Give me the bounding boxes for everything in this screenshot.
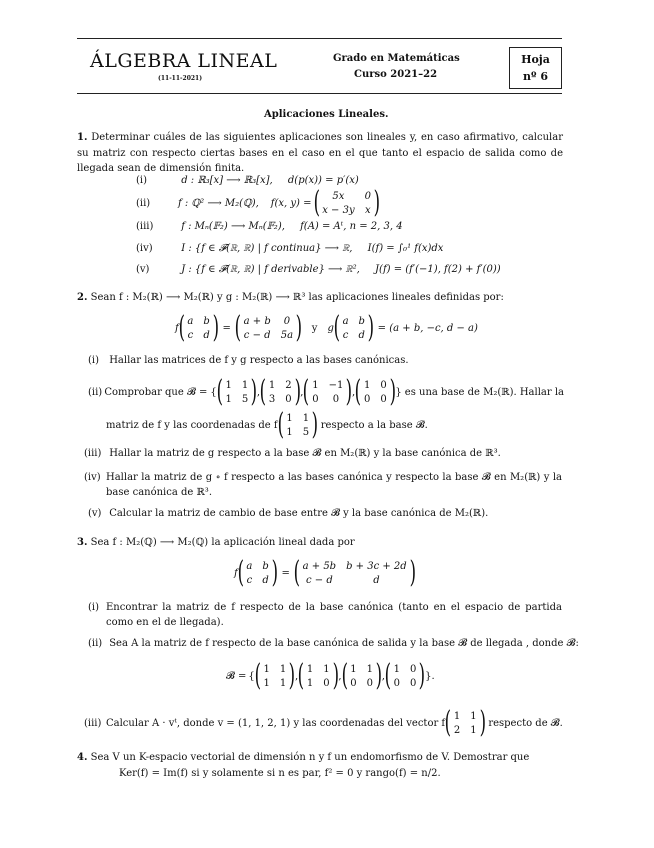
p3-arg-matrix: ( a b c d ) bbox=[237, 555, 278, 590]
p3-ii-label: (ii) bbox=[88, 638, 103, 649]
p2-f-result-matrix: ( a + b 0 c − d 5a ) bbox=[234, 310, 303, 345]
p1-iii-label: (iii) bbox=[136, 221, 154, 232]
sheet-number: nº 6 bbox=[523, 70, 548, 83]
p3-ii-text: Sea A la matriz de f respecto de la base canónica de salida y la base 𝓑 de llegada , donde 𝓑: bbox=[109, 638, 579, 649]
p2-f-symbol: f bbox=[175, 322, 179, 334]
sheet-box bbox=[509, 47, 562, 89]
problem-2-text: Sean f : M₂(ℝ) ⟶ M₂(ℝ) y g : M₂(ℝ) ⟶ ℝ³ las aplicaciones lineales definidas por: bbox=[90, 292, 504, 303]
p2-item-i bbox=[88, 355, 409, 366]
p2-g-arg-matrix: ( a b c d ) bbox=[333, 310, 375, 345]
p1-v-map: J : {f ∈ 𝓕(ℝ, ℝ) | f derivable} ⟶ ℝ², bbox=[181, 264, 360, 275]
problem-3-statement bbox=[77, 535, 563, 551]
problem-2-number: 2. bbox=[77, 292, 88, 303]
p1-i-map: d : ℝ₃[x] ⟶ ℝ₃[x], bbox=[181, 175, 273, 186]
p2-ii-M: ( 1 1 1 5 ) bbox=[277, 407, 319, 442]
p2-f-arg-matrix: ( a b c d ) bbox=[178, 310, 219, 345]
p2-v-text: Calcular la matriz de cambio de base entre 𝓑 y la base canónica de M₂(ℝ). bbox=[109, 508, 489, 519]
problem-2-statement bbox=[77, 290, 563, 306]
p3-f-symbol: f bbox=[234, 567, 238, 579]
p2-B2: ( 1 2 3 0 ) bbox=[259, 374, 301, 409]
p1-item-iv bbox=[136, 243, 443, 254]
course-label: Curso 2021–22 bbox=[354, 69, 438, 80]
header-bottom-rule bbox=[77, 93, 562, 94]
p2-i-label: (i) bbox=[88, 355, 100, 366]
problem-4-line2: Ker(f) = Im(f) si y solamente si n es par, f² = 0 y rango(f) = n/2. bbox=[119, 768, 441, 779]
p1-ii-label: (ii) bbox=[136, 197, 151, 209]
p2-item-v bbox=[88, 508, 488, 519]
p2-i-text: Hallar las matrices de f y g respecto a las bases canónicas. bbox=[109, 355, 409, 366]
p2-definition: f ( a b c d ) = ( a + b 0 c − d 5a ) y g ( a b c d ) = (a + b, −c, d − a) bbox=[175, 310, 478, 345]
p2-item-ii-line2 bbox=[106, 408, 428, 442]
p1-ii-m12: 0 bbox=[364, 190, 371, 202]
p2-g-result: = (a + b, −c, d − a) bbox=[377, 322, 478, 334]
p1-item-v bbox=[136, 264, 501, 275]
p2-iii-text: Hallar la matriz de g respecto a la base 𝓑 en M₂(ℝ) y la base canónica de ℝ³. bbox=[109, 448, 501, 459]
p3-iii-post: respecto de 𝓑. bbox=[488, 717, 563, 729]
problem-4-text1: Sea V un K-espacio vectorial de dimensión n y f un endomorfismo de V. Demostrar que bbox=[90, 752, 530, 763]
problem-1-text: Determinar cuáles de las siguientes aplicaciones son lineales y, en caso afirmativo, calcular su matriz con respecto ciertas bases en el caso en el que tanto el espacio de salida como de llegada sean de dimensión finita. bbox=[77, 132, 563, 174]
p1-i-def: d(p(x)) = p′(x) bbox=[287, 175, 359, 186]
p3-result-matrix: ( a + 5b b + 3c + 2d c − d d ) bbox=[293, 555, 416, 590]
p3-item-ii bbox=[88, 638, 579, 649]
p1-i-label: (i) bbox=[136, 175, 148, 186]
p1-ii-m22: x bbox=[364, 204, 371, 216]
problem-1-statement bbox=[77, 130, 563, 177]
p3-i-text: Encontrar la matriz de f respecto de la base canónica (tanto en el espacio de partida como en el de llegada). bbox=[106, 602, 562, 628]
p3-iii-pre: Calcular A · vᵗ, donde v = (1, 1, 2, 1) y las coordenadas del vector f bbox=[106, 717, 446, 729]
p1-ii-m21: x − 3y bbox=[322, 204, 355, 216]
doc-date: (11-11-2021) bbox=[158, 75, 203, 82]
p3-item-iii bbox=[84, 706, 563, 740]
p2-item-iii bbox=[84, 448, 501, 459]
sheet-label: Hoja bbox=[521, 53, 550, 66]
problem-4-line1 bbox=[77, 752, 529, 763]
p1-ii-m11: 5x bbox=[332, 190, 345, 202]
p3-iii-M: ( 1 1 2 1 ) bbox=[444, 705, 486, 740]
p2-ii-pre: Comprobar que 𝓑 = bbox=[104, 386, 208, 398]
p2-B3: ( 1 −1 0 0 ) bbox=[303, 374, 353, 409]
doc-title: ÁLGEBRA LINEAL bbox=[90, 50, 278, 72]
p1-iii-map: f : Mₙ(𝔽₂) ⟶ Mₙ(𝔽₂), bbox=[181, 221, 285, 232]
p2-ii-label: (ii) bbox=[88, 386, 103, 398]
p3-B-label: 𝓑 = bbox=[226, 670, 247, 682]
p2-ii-line2-pre: matriz de f y las coordenadas de f bbox=[106, 419, 278, 431]
p2-item-iv bbox=[84, 470, 562, 500]
p2-iv-text: Hallar la matriz de g ∘ f respecto a las bases canónica y respecto la base 𝓑 en M₂(ℝ) y la base canónica de ℝ³. bbox=[106, 472, 562, 498]
p3-B2: ( 1 1 1 0 ) bbox=[297, 658, 339, 693]
p3-iii-label: (iii) bbox=[84, 717, 102, 729]
problem-1-number: 1. bbox=[77, 132, 88, 143]
p1-iv-map: I : {f ∈ 𝓕(ℝ, ℝ) | f continua} ⟶ ℝ, bbox=[181, 243, 353, 254]
header-top-rule bbox=[77, 38, 562, 39]
p3-definition: f ( a b c d ) = ( a + 5b b + 3c + 2d c − d d ) bbox=[234, 555, 416, 590]
p2-iv-label: (iv) bbox=[84, 472, 101, 483]
p2-v-label: (v) bbox=[88, 508, 102, 519]
problem-3-number: 3. bbox=[77, 537, 88, 548]
p1-item-i bbox=[136, 175, 359, 186]
problem-4-number: 4. bbox=[77, 752, 88, 763]
p1-item-iii bbox=[136, 221, 403, 232]
p3-B1: ( 1 1 1 1 ) bbox=[254, 658, 296, 693]
p1-v-label: (v) bbox=[136, 264, 150, 275]
p2-B1: ( 1 1 1 5 ) bbox=[216, 374, 258, 409]
p2-y: y bbox=[311, 322, 318, 334]
p2-iii-label: (iii) bbox=[84, 448, 102, 459]
p1-ii-def-lhs: f(x, y) = bbox=[270, 197, 312, 209]
p2-g-symbol: g bbox=[327, 322, 334, 334]
p2-B4: ( 1 0 0 0 ) bbox=[354, 374, 396, 409]
problem-3-text: Sea f : M₂(ℚ) ⟶ M₂(ℚ) la aplicación lineal dada por bbox=[90, 537, 355, 548]
section-title: Aplicaciones Lineales. bbox=[264, 109, 389, 120]
p3-B4: ( 1 0 0 0 ) bbox=[384, 658, 426, 693]
p3-B3: ( 1 1 0 0 ) bbox=[341, 658, 383, 693]
degree-label: Grado en Matemáticas bbox=[333, 53, 460, 64]
p1-item-ii bbox=[136, 186, 380, 220]
p3-item-i bbox=[88, 600, 562, 630]
p1-iv-def: I(f) = ∫₀¹ f(x)dx bbox=[367, 243, 444, 254]
p1-iv-label: (iv) bbox=[136, 243, 153, 254]
p2-ii-line2-post: respecto a la base 𝓑. bbox=[320, 419, 428, 431]
p3-basis: 𝓑 = { ( 1 1 1 1 ) , ( 1 1 1 0 ) , ( 1 1 0 0 ) , ( 1 0 0 0 ) } . bbox=[226, 658, 435, 693]
p1-iii-def: f(A) = Aᵗ, n = 2, 3, 4 bbox=[300, 221, 403, 232]
p2-item-ii-line1: (ii) Comprobar que 𝓑 = { ( 1 1 1 5 ) , ( 1 2 3 0 ) , ( 1 −1 0 0 ) , ( 1 0 0 0 ) } es una base de M₂(ℝ). Hallar la bbox=[88, 374, 564, 409]
p1-v-def: J(f) = (f′(−1), f(2) + f′(0)) bbox=[375, 264, 501, 275]
p1-ii-matrix: ( 5x 0 x − 3y x ) bbox=[313, 185, 381, 220]
p3-i-label: (i) bbox=[88, 602, 100, 613]
p1-ii-map: f : ℚ² ⟶ M₂(ℚ), bbox=[178, 197, 259, 209]
p2-ii-post: es una base de M₂(ℝ). Hallar la bbox=[404, 386, 564, 398]
